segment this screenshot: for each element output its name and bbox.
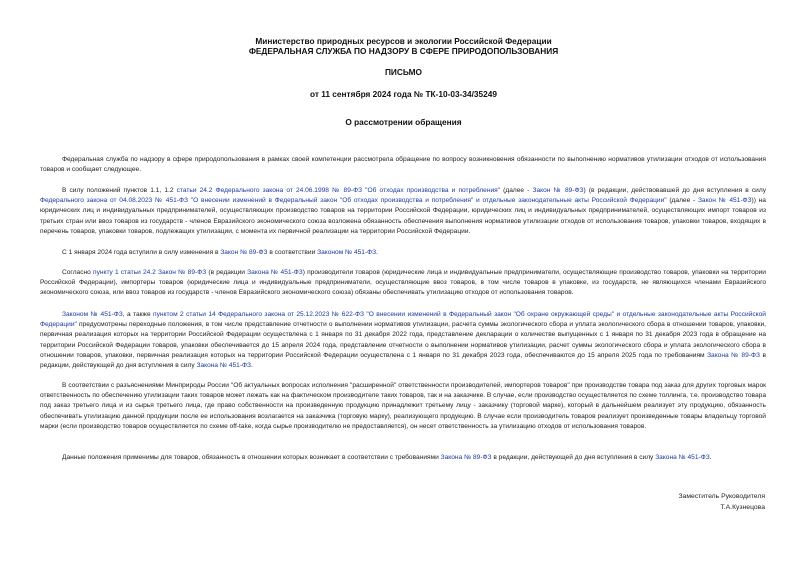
paragraph-text: Федеральная служба по надзору в сфере природопользования в рамках своей компетенции рассмотрела обращение по вопросу возникновения обязанности по выполнению нормативов утилизации отходов от использования товаров и сообщает следующее. (40, 156, 766, 174)
paragraph-text: в соответствии (267, 249, 318, 256)
federal-law-451fz-link[interactable]: Федерального закона от 04.08.2023 № 451-ФЗ "О внесении изменений в Федеральный закон "Об отходах производства и потребления" и отдельные законодательные акты Российской Федерации" (40, 197, 667, 205)
law-451fz-link[interactable]: Закона № 451-ФЗ (196, 362, 252, 370)
paragraph-text: Данные положения применимы для товаров, обязанность в отношении которых возникает в соответствии с требованиями (62, 454, 441, 461)
law-451fz-link[interactable]: Законом № 451-ФЗ (317, 249, 377, 256)
paragraph-text: С 1 января 2024 года вступили в силу изменения в (62, 249, 221, 256)
paragraph-7 (40, 453, 766, 463)
paragraph-text: предусмотрены переходные положения, в том числе представление отчетности о выполнении нормативов утилизации, расчета суммы экологического сбора и уплата экологического сбора в отношении товаров, упаковки, первичная реализация которых на территории Российской Федерации осуществлена с 1 января по 31 декабря 2022 года, представление декларации о количестве выпущенных с 1 января по 31 декабря 2023 года в обращение на территории Российской Федерации товаров, упаковки обеспечивается до 15 апреля 2024 года, представление отчетности о выполнении нормативов утилизации, расчет суммы экологического сбора и уплата экологического сбора в отношении товаров, упаковки, первичная реализация которых на территории Российской Федерации осуществлена с 1 января по 31 декабря 2023 года, обеспечиваются до 15 апреля 2025 года по требованиям (40, 321, 766, 359)
paragraph-text: В соответствии с разъяснениями Минприроды России "Об актуальных вопросах исполнения "расширенной" ответственности производителей, импортеров товаров" при производстве товара под заказ для других торговых марок ответственность по обеспечению утилизации таких товаров может лежать как на фактическом производителе таких товаров, так и на заказчике. В случае, если производство осуществляется по схеме толлинга, т.е. производство товара под заказ третьего лица и из сырья третьего лица, где право собственности на произведенную продукцию принадлежит третьему лицу - заказчику (торговой марке), который в дальнейшем реализует эту продукцию, обязанность обеспечивать утилизацию данной продукции после ее использования возлагается на заказчика (торговую марку), реализующего продукцию. В случае если производитель товаров реализует произведенные товары владельцу торговой марки (если производство товаров осуществляется по схеме off-take, когда сырье производителю не предоставляется), он несет ответственность за утилизацию отходов от использования товаров. (40, 382, 766, 430)
law-89fz-link[interactable]: Закона № 89-ФЗ (707, 351, 760, 359)
paragraph-text: в редакции, действующей до дня вступления в силу (40, 351, 766, 370)
paragraph-text: Согласно (62, 269, 93, 276)
document-subject: О рассмотрении обращения (345, 117, 462, 127)
paragraph-text: , а также (122, 311, 154, 318)
law-89fz-link[interactable]: Закон № 89-ФЗ (220, 249, 268, 256)
paragraph-text: )) на юридических лиц и индивидуальных предпринимателей, осуществляющих производство товаров на территории Российской Федерации, юридических лиц и индивидуальных предпринимателей, осуществляющих импорт товаров из третьих стран или ввоз товаров из государств - членов Евразийского экономического союза возложена обязанность обеспечения выполнения нормативов утилизации отходов от использования товаров, упаковки товаров, входящих в перечень товаров, упаковки товаров, подлежащих утилизации, с момента их первичной реализации на территории Российской Федерации. (40, 197, 766, 235)
law-451fz-link[interactable]: Закон № 451-ФЗ (697, 197, 752, 205)
service-name: ФЕДЕРАЛЬНАЯ СЛУЖБА ПО НАДЗОРУ В СФЕРЕ ПРИРОДОПОЛЬЗОВАНИЯ (248, 46, 559, 56)
paragraph-text: ) (в редакции, действовавшей до дня вступления в силу (583, 187, 766, 194)
paragraph-5 (40, 310, 766, 371)
law-451fz-link[interactable]: Закона № 451-ФЗ (655, 454, 710, 461)
paragraph-text: в редакции, действующей до дня вступления в силу (491, 454, 656, 461)
ministry-name: Министерство природных ресурсов и экологии Российской Федерации (255, 36, 552, 46)
paragraph-text: . (709, 454, 712, 461)
law-451fz-link[interactable]: Закона № 451-ФЗ (247, 269, 303, 276)
paragraph-text: (далее - (500, 187, 533, 194)
law-89fz-link[interactable]: Закон № 89-ФЗ (532, 187, 584, 194)
document-date-number: от 11 сентября 2024 года № ТК-10-03-34/35249 (310, 89, 497, 99)
document-type: ПИСЬМО (384, 67, 423, 77)
law-451fz-link[interactable]: Законом № 451-ФЗ (62, 311, 123, 318)
paragraph-2 (40, 186, 766, 237)
law-89fz-article-24-2-item-1-link[interactable]: пункту 1 статьи 24.2 Закон № 89-ФЗ (93, 269, 207, 276)
paragraph-text: . (251, 362, 253, 370)
paragraph-4 (40, 268, 766, 299)
paragraph-text: В силу положений пунктов 1.1, 1.2 (62, 187, 177, 194)
law-89fz-link[interactable]: Закона № 89-ФЗ (440, 454, 492, 461)
paragraph-text: . (376, 249, 379, 256)
signature-position: Заместитель Руководителя (678, 493, 765, 500)
paragraph-text: (далее - (666, 197, 698, 205)
paragraph-text: (в редакции (206, 269, 248, 276)
paragraph-3 (40, 248, 766, 258)
signature-name: Т.А.Кузнецова (720, 504, 765, 511)
law-89fz-article-24-2-link[interactable]: статьи 24.2 Федерального закона от 24.06.1998 № 89-ФЗ "Об отходах производства и потребления" (176, 187, 501, 194)
paragraph-1 (40, 155, 766, 175)
paragraph-text: ) производители товаров (юридические лица и индивидуальные предприниматели, осуществляющие производство товаров, упаковки на территории Российской Федерации), импортеры товаров (юридические лица и индивидуальные предприниматели, осуществляющие ввоз товаров, в том числе товаров в упаковке, из государств, не являющихся членами Евразийского экономического союза, или ввоз товаров из государств - членов Евразийского экономического союза) обязаны обеспечивать утилизацию отходов от использования товаров. (40, 269, 766, 297)
federal-law-622fz-link[interactable]: пунктом 2 статьи 14 Федерального закона от 25.12.2023 № 622-ФЗ "О внесении изменений в Федеральный закон "Об охране окружающей среды" и отдельные законодательные акты Российской Федерации" (40, 311, 766, 329)
paragraph-6 (40, 381, 766, 432)
